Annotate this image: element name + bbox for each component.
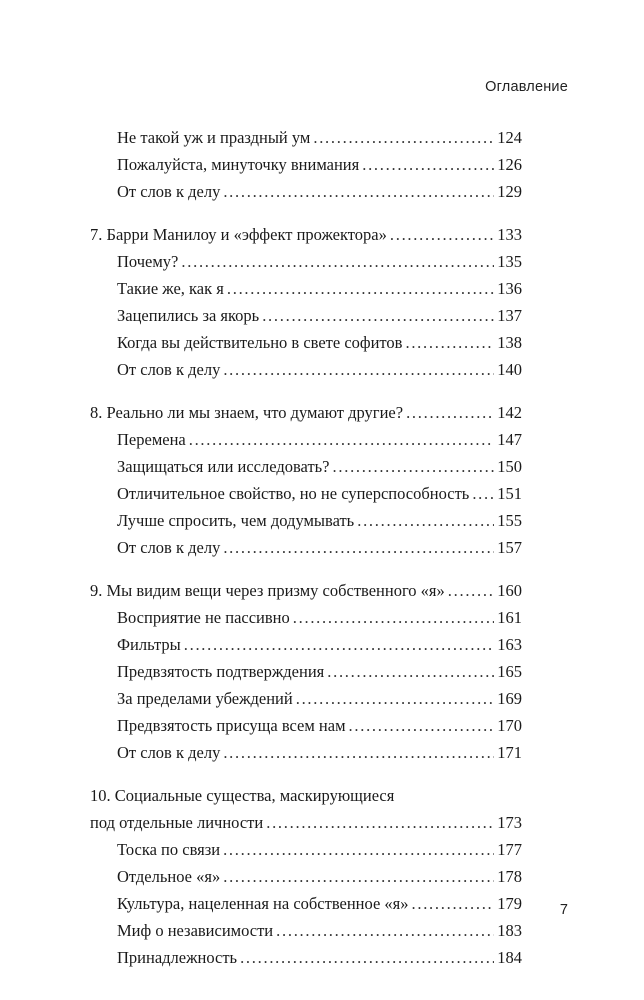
toc-chapter-group xyxy=(90,577,522,766)
toc-section-entry[interactable] xyxy=(90,944,522,971)
toc-entry-page-number: 171 xyxy=(497,743,522,762)
toc-dot-leader xyxy=(313,124,494,151)
toc-entry-title: Отличительное свойство, но не суперспособность xyxy=(117,484,470,503)
toc-dot-leader xyxy=(240,944,494,971)
toc-chapter-group xyxy=(90,399,522,561)
toc-entry-title: От слов к делу xyxy=(117,538,221,557)
toc-dot-leader xyxy=(327,658,494,685)
toc-chapter-group xyxy=(90,221,522,383)
toc-entry-title: 7. Барри Манилоу и «эффект прожектора» xyxy=(90,225,387,244)
toc-section-entry[interactable] xyxy=(90,836,522,863)
toc-dot-leader xyxy=(227,275,494,302)
toc-chapter-entry[interactable] xyxy=(90,577,522,604)
toc-dot-leader xyxy=(412,890,495,917)
running-head: Оглавление xyxy=(485,79,568,95)
toc-entry-page-number: 179 xyxy=(497,894,522,913)
toc-dot-leader xyxy=(262,302,494,329)
toc-entry-page-number: 136 xyxy=(497,279,522,298)
toc-dot-leader xyxy=(223,739,494,766)
toc-section-entry[interactable] xyxy=(90,480,522,507)
toc-section-entry[interactable] xyxy=(90,275,522,302)
toc-section-entry[interactable] xyxy=(90,507,522,534)
toc-entry-title: Предвзятость подтверждения xyxy=(117,662,325,681)
toc-entry-title: От слов к делу xyxy=(117,743,221,762)
toc-chapter-entry[interactable] xyxy=(90,809,522,836)
toc-entry-page-number: 170 xyxy=(497,716,522,735)
toc-section-entry[interactable] xyxy=(90,178,522,205)
toc-section-entry[interactable] xyxy=(90,426,522,453)
toc-dot-leader xyxy=(223,178,494,205)
toc-entry-page-number: 129 xyxy=(497,182,522,201)
toc-dot-leader xyxy=(181,248,494,275)
toc-chapter-title-line: 10. Социальные существа, маскирующиеся xyxy=(90,786,395,805)
toc-entry-page-number: 137 xyxy=(497,306,522,325)
toc-entry-title: 8. Реально ли мы знаем, что думают другие? xyxy=(90,403,404,422)
toc-dot-leader xyxy=(357,507,494,534)
toc-entry-page-number: 184 xyxy=(497,948,522,967)
toc-dot-leader xyxy=(472,480,494,507)
toc-entry-page-number: 169 xyxy=(497,689,522,708)
toc-section-entry[interactable] xyxy=(90,631,522,658)
toc-entry-title: Фильтры xyxy=(117,635,181,654)
toc-section-entry[interactable] xyxy=(90,453,522,480)
toc-chapter-entry[interactable] xyxy=(90,399,522,426)
toc-entry-page-number: 138 xyxy=(497,333,522,352)
toc-dot-leader xyxy=(266,809,494,836)
toc-section-entry[interactable] xyxy=(90,604,522,631)
toc-entry-title: Перемена xyxy=(117,430,186,449)
toc-section-entry[interactable] xyxy=(90,739,522,766)
toc-entry-title: Не такой уж и праздный ум xyxy=(117,128,311,147)
toc-dot-leader xyxy=(223,836,494,863)
toc-entry-page-number: 140 xyxy=(497,360,522,379)
toc-dot-leader xyxy=(362,151,494,178)
toc-dot-leader xyxy=(405,329,494,356)
toc-entry-title: Почему? xyxy=(117,252,179,271)
toc-section-entry[interactable] xyxy=(90,863,522,890)
table-of-contents xyxy=(90,124,522,987)
toc-entry-page-number: 124 xyxy=(497,128,522,147)
toc-section-entry[interactable] xyxy=(90,248,522,275)
toc-chapter-entry[interactable] xyxy=(90,221,522,248)
toc-dot-leader xyxy=(223,356,494,383)
toc-dot-leader xyxy=(349,712,495,739)
toc-entry-page-number: 151 xyxy=(497,484,522,503)
toc-dot-leader xyxy=(333,453,495,480)
toc-section-entry[interactable] xyxy=(90,534,522,561)
toc-section-entry[interactable] xyxy=(90,917,522,944)
toc-chapter-group xyxy=(90,782,522,971)
toc-entry-page-number: 135 xyxy=(497,252,522,271)
toc-entry-page-number: 133 xyxy=(497,225,522,244)
toc-entry-page-number: 150 xyxy=(497,457,522,476)
toc-entry-title: От слов к делу xyxy=(117,360,221,379)
toc-section-entry[interactable] xyxy=(90,124,522,151)
toc-entry-title: Отдельное «я» xyxy=(117,867,221,886)
toc-entry-title: От слов к делу xyxy=(117,182,221,201)
toc-entry-page-number: 163 xyxy=(497,635,522,654)
toc-entry-page-number: 157 xyxy=(497,538,522,557)
toc-chapter-group xyxy=(90,124,522,205)
toc-entry-page-number: 178 xyxy=(497,867,522,886)
toc-entry-title: Пожалуйста, минуточку внимания xyxy=(117,155,360,174)
toc-section-entry[interactable] xyxy=(90,890,522,917)
toc-entry-title: Защищаться или исследовать? xyxy=(117,457,330,476)
toc-section-entry[interactable] xyxy=(90,151,522,178)
toc-entry-title: Такие же, как я xyxy=(117,279,224,298)
toc-dot-leader xyxy=(223,534,494,561)
toc-entry-page-number: 155 xyxy=(497,511,522,530)
toc-dot-leader xyxy=(293,604,494,631)
toc-dot-leader xyxy=(390,221,494,248)
toc-section-entry[interactable] xyxy=(90,329,522,356)
toc-entry-title: Лучше спросить, чем додумывать xyxy=(117,511,355,530)
toc-entry-title: Предвзятость присуща всем нам xyxy=(117,716,346,735)
toc-dot-leader xyxy=(189,426,495,453)
toc-entry-title: Тоска по связи xyxy=(117,840,221,859)
toc-entry-title: Восприятие не пассивно xyxy=(117,608,290,627)
toc-section-entry[interactable] xyxy=(90,658,522,685)
toc-entry-title: Миф о независимости xyxy=(117,921,274,940)
toc-entry-page-number: 126 xyxy=(497,155,522,174)
toc-entry-page-number: 183 xyxy=(497,921,522,940)
toc-section-entry[interactable] xyxy=(90,685,522,712)
toc-section-entry[interactable] xyxy=(90,712,522,739)
toc-entry-title: За пределами убеждений xyxy=(117,689,293,708)
toc-dot-leader xyxy=(223,863,494,890)
toc-entry-page-number: 142 xyxy=(497,403,522,422)
toc-entry-title: 9. Мы видим вещи через призму собственного «я» xyxy=(90,581,445,600)
toc-dot-leader xyxy=(406,399,494,426)
toc-entry-page-number: 165 xyxy=(497,662,522,681)
toc-entry-page-number: 161 xyxy=(497,608,522,627)
page-number: 7 xyxy=(559,902,568,918)
toc-entry-page-number: 147 xyxy=(497,430,522,449)
toc-section-entry[interactable] xyxy=(90,302,522,329)
toc-entry-page-number: 173 xyxy=(497,813,522,832)
toc-dot-leader xyxy=(296,685,495,712)
toc-entry-title: Принадлежность xyxy=(117,948,238,967)
toc-section-entry[interactable] xyxy=(90,356,522,383)
toc-entry-title: под отдельные личности xyxy=(90,813,264,832)
toc-entry-title: Зацепились за якорь xyxy=(117,306,260,325)
toc-entry-page-number: 177 xyxy=(497,840,522,859)
toc-dot-leader xyxy=(184,631,495,658)
toc-entry-title: Культура, нацеленная на собственное «я» xyxy=(117,894,409,913)
toc-entry-title: Когда вы действительно в свете софитов xyxy=(117,333,403,352)
toc-entry-page-number: 160 xyxy=(497,581,522,600)
toc-dot-leader xyxy=(276,917,494,944)
toc-dot-leader xyxy=(448,577,494,604)
